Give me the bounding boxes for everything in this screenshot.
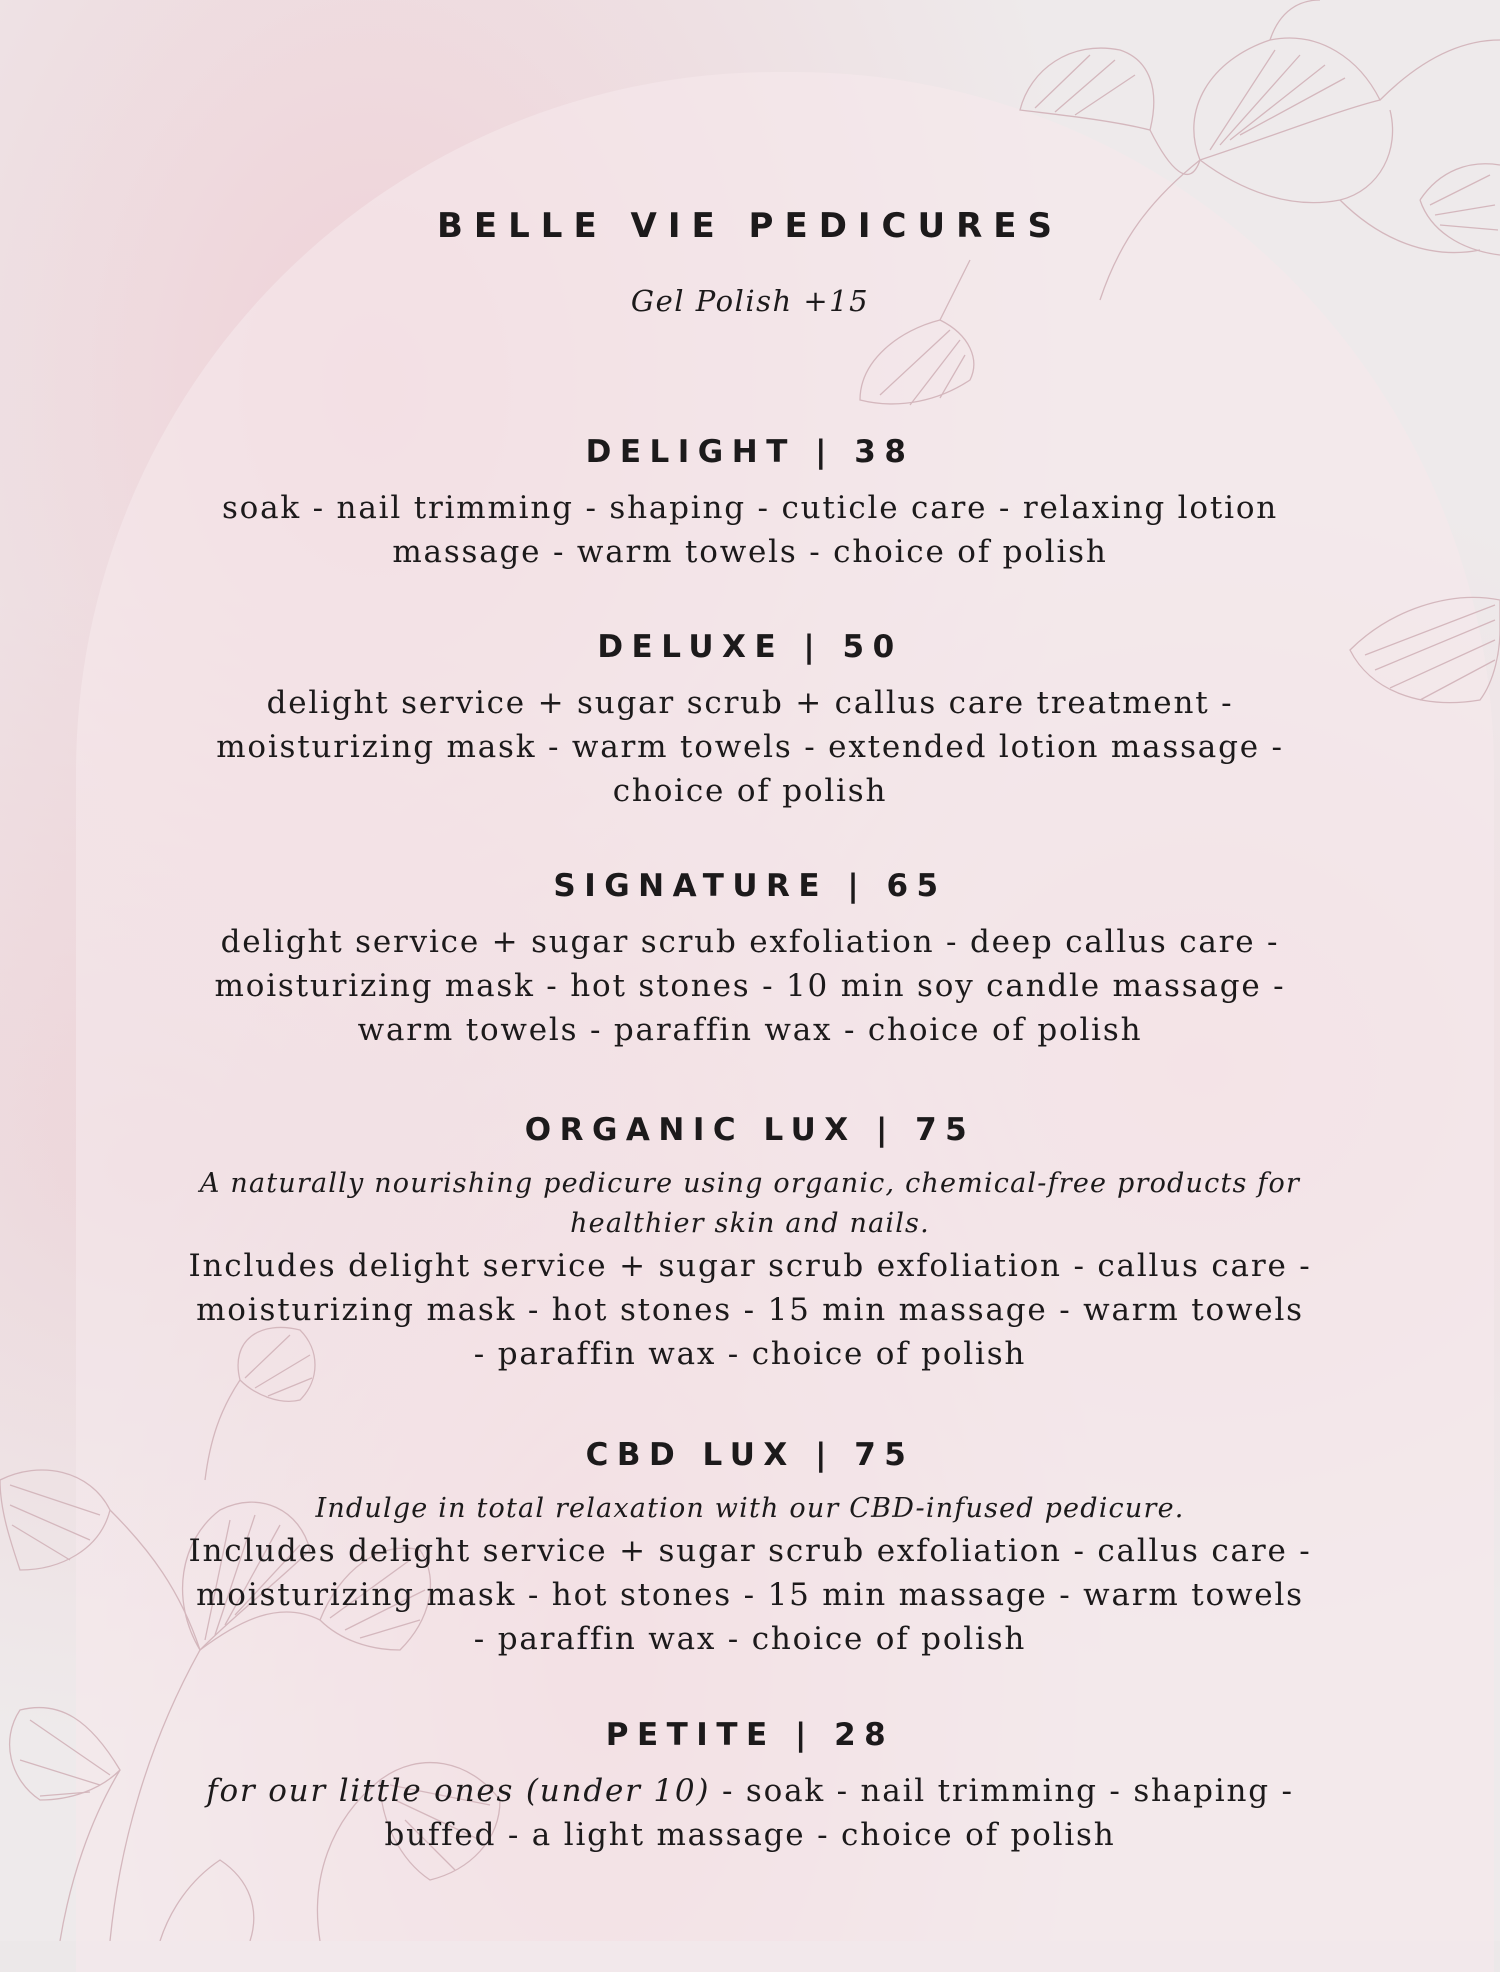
- section-heading: PETITE | 28: [605, 1717, 895, 1753]
- section-tagline: A naturally nourishing pedicure using organic, chemical-free products for healthier skin and nails.: [199, 1168, 1301, 1239]
- section-heading: DELUXE | 50: [597, 629, 903, 665]
- section-heading: ORGANIC LUX | 75: [524, 1112, 976, 1148]
- section-heading: CBD LUX | 75: [585, 1437, 915, 1473]
- section-description: delight service + sugar scrub exfoliation - deep callus care - moisturizing mask - hot stones - 10 min soy candle massage - warm towels - paraffin wax - choice of polish: [214, 924, 1286, 1048]
- section-heading: DELIGHT | 38: [585, 434, 915, 470]
- menu-section-organic-lux: [185, 1110, 1315, 1376]
- menu-section-cbd-lux: [185, 1435, 1315, 1661]
- page-subtitle: Gel Polish +15: [630, 284, 870, 318]
- section-description: Includes delight service + sugar scrub exfoliation - callus care - moisturizing mask - hot stones - 15 min massage - warm towels - paraffin wax - choice of polish: [188, 1533, 1312, 1657]
- menu-section-deluxe: [185, 627, 1315, 813]
- section-description-text: - soak - nail trimming - shaping - buffed - a light massage - choice of polish: [384, 1773, 1294, 1853]
- section-description: delight service + sugar scrub + callus care treatment - moisturizing mask - warm towels - extended lotion massage - choice of polish: [216, 685, 1284, 809]
- section-description: [185, 1769, 1315, 1857]
- menu-section-signature: [185, 866, 1315, 1052]
- section-tagline: for our little ones (under 10): [206, 1773, 711, 1809]
- section-tagline: Indulge in total relaxation with our CBD-infused pedicure.: [315, 1493, 1185, 1524]
- page-title: BELLE VIE PEDICURES: [436, 206, 1064, 246]
- section-description: soak - nail trimming - shaping - cuticle care - relaxing lotion massage - warm towels - choice of polish: [221, 490, 1279, 570]
- section-description: Includes delight service + sugar scrub exfoliation - callus care - moisturizing mask - hot stones - 15 min massage - warm towels - paraffin wax - choice of polish: [188, 1248, 1312, 1372]
- menu-section-delight: [185, 432, 1315, 574]
- section-heading: SIGNATURE | 65: [553, 868, 947, 904]
- menu-section-petite: [185, 1715, 1315, 1857]
